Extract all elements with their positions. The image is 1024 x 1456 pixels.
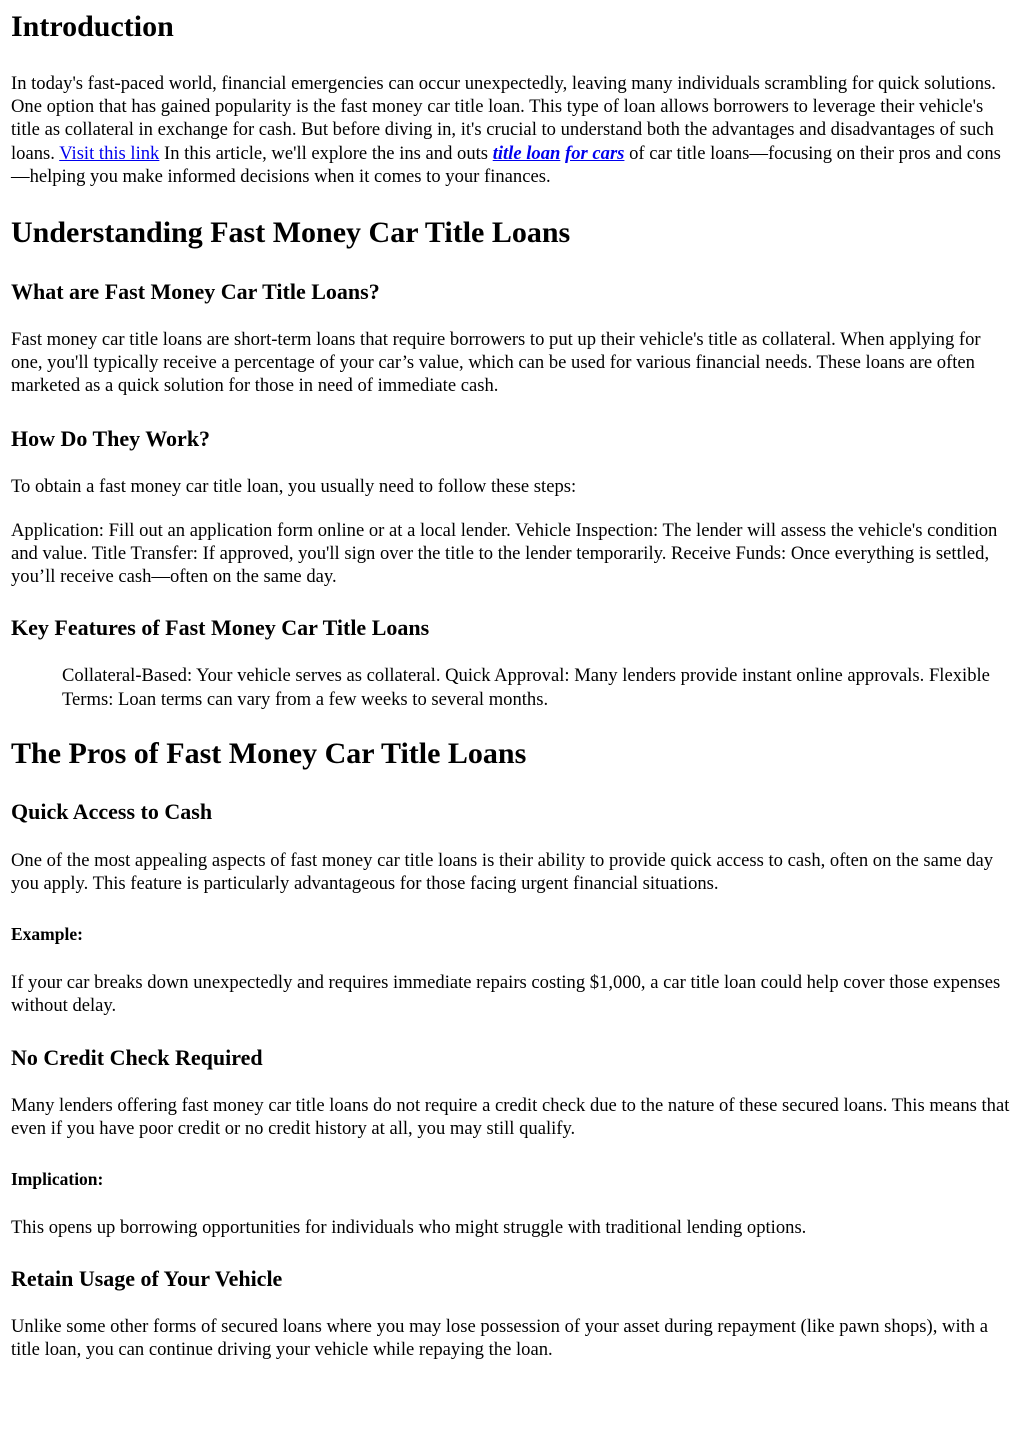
quick-heading: Quick Access to Cash [11,798,213,824]
example-paragraph: If your car breaks down unexpectedly and requires immediate repairs costing $1,000, a car title loan could help cover those expenses without delay. [11,972,1001,1017]
credit-paragraph: Many lenders offering fast money car title loans do not require a credit check due to the nature of these secured loans. This means that even if you have poor credit or no credit history at all, you may still qualify. [11,1094,1010,1139]
example-heading: Example: [11,924,83,945]
features-heading: Key Features of Fast Money Car Title Loans [11,615,430,641]
for-cars-link[interactable]: for cars [565,142,625,164]
quick-paragraph: One of the most appealing aspects of fast money car title loans is their ability to provide quick access to cash, often on the same day you apply. This feature is particularly advantageous for those facing urgent financial situations. [11,849,994,895]
title-loan-link[interactable]: title loan [492,142,561,164]
retain-paragraph: Unlike some other forms of secured loans where you may lose possession of your asset during repayment (like pawn shops), with a title loan, you can continue driving your vehicle while repaying the loan. [11,1316,988,1361]
intro-text-1: In today's fast-paced world, financial emergencies can occur unexpectedly, leaving many individuals scrambling for quick solutions. One option that has gained popularity is the fast money car title loan. This type of loan allows borrowers to leverage their vehicle's title as collateral in exchange for cash. But before diving in, it's crucial to understand both the advantages and disadvantages of such loans. [11,73,996,164]
intro-text-2: In this article, we'll explore the ins and outs [164,142,489,164]
how-paragraph-1: To obtain a fast money car title loan, you usually need to follow these steps: [11,475,577,497]
what-paragraph: Fast money car title loans are short-term loans that require borrowers to put up their vehicle's title as collateral. When applying for one, you'll typically receive a percentage of your car’s value, which can be used for various financial needs. These loans are often marketed as a quick solution for those in need of immediate cash. [11,329,981,397]
implication-paragraph: This opens up borrowing opportunities for individuals who might struggle with traditional lending options. [11,1217,807,1239]
intro-heading: Introduction [11,10,174,43]
intro-paragraph [11,72,1012,188]
how-paragraph-2: Application: Fill out an application form online or at a local lender. Vehicle Inspection: The lender will assess the vehicle's condition and value. Title Transfer: If approved, you'll sign over the title to the lender temporarily. Receive Funds: Once everything is settled, you’ll receive cash—often on the same day. [11,519,998,588]
implication-heading: Implication: [11,1169,104,1190]
article [0,10,1024,1362]
features-quote: Collateral-Based: Your vehicle serves as collateral. Quick Approval: Many lenders provide instant online approvals. Flexible Terms: Loan terms can vary from a few weeks to several months. [62,665,990,710]
credit-heading: No Credit Check Required [11,1044,263,1070]
understanding-heading: Understanding Fast Money Car Title Loans [11,216,571,250]
pros-heading: The Pros of Fast Money Car Title Loans [11,736,527,770]
retain-heading: Retain Usage of Your Vehicle [11,1266,283,1292]
what-heading: What are Fast Money Car Title Loans? [11,279,380,305]
visit-link[interactable]: Visit this link [59,142,160,164]
intro-text-3: of car title loans—focusing on their pros and cons—helping you make informed decisions when it comes to your finances. [11,142,1001,187]
how-heading: How Do They Work? [11,425,211,451]
